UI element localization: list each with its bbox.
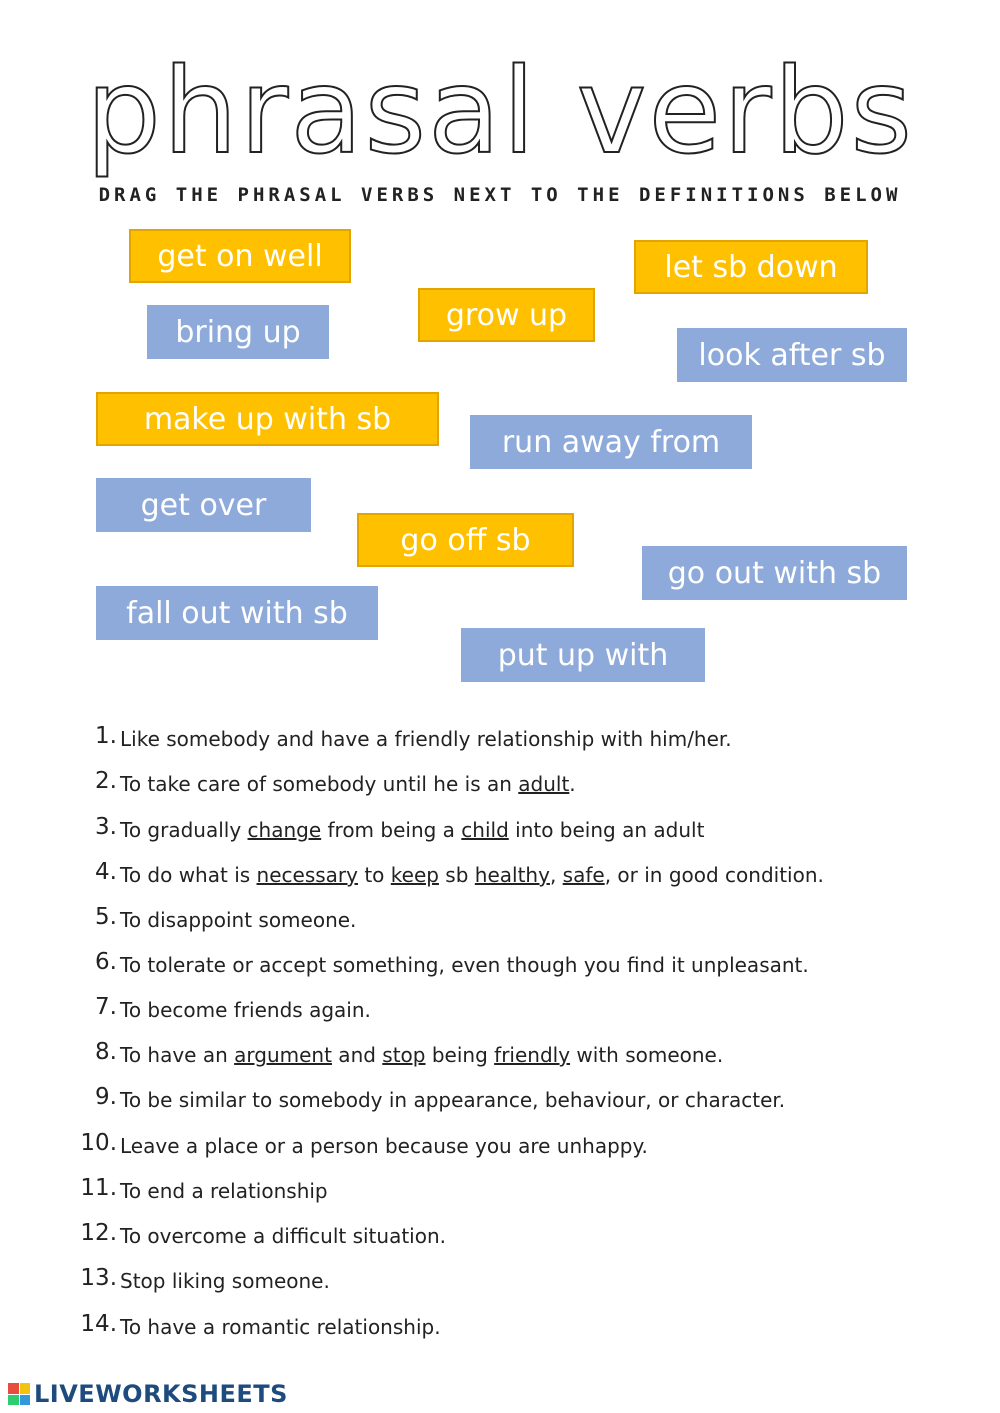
text-fragment: with someone. — [570, 1043, 724, 1067]
text-fragment: , — [549, 863, 563, 887]
definition-item — [0, 768, 1000, 812]
definition-item — [0, 1039, 1000, 1083]
text-fragment: sb — [438, 863, 475, 887]
definition-item — [0, 814, 1000, 858]
footer-brand — [8, 1380, 288, 1408]
chip-look-after-sb[interactable]: look after sb — [677, 328, 907, 382]
definition-item — [0, 904, 1000, 948]
definition-number: 8. — [95, 1039, 117, 1065]
chip-run-away-from[interactable]: run away from — [470, 415, 752, 469]
definition-number: 7. — [95, 994, 117, 1020]
definition-text: To become friends again. — [120, 998, 371, 1022]
definition-item — [0, 1175, 1000, 1219]
chip-let-sb-down[interactable]: let sb down — [634, 240, 868, 294]
definition-text: To overcome a difficult situation. — [120, 1224, 446, 1248]
text-fragment: . — [569, 772, 576, 796]
definition-number: 12. — [80, 1220, 117, 1246]
definition-number: 6. — [95, 949, 117, 975]
definition-item — [0, 1220, 1000, 1264]
liveworksheets-logo-icon — [8, 1383, 30, 1405]
definition-item — [0, 1130, 1000, 1174]
definition-text: To disappoint someone. — [120, 908, 357, 932]
definition-text: Leave a place or a person because you are unhappy. — [120, 1134, 648, 1158]
chip-grow-up[interactable]: grow up — [418, 288, 595, 342]
chip-go-out-with-sb[interactable]: go out with sb — [642, 546, 907, 600]
underlined-word: friendly — [494, 1043, 571, 1067]
text-fragment: to — [357, 863, 391, 887]
chip-get-on-well[interactable]: get on well — [129, 229, 351, 283]
definition-number: 14. — [80, 1311, 117, 1337]
text-fragment: into being an adult — [508, 818, 705, 842]
brand-name: LIVEWORKSHEETS — [34, 1380, 288, 1408]
definition-text — [120, 818, 704, 842]
text-fragment: To gradually — [120, 818, 248, 842]
definition-item — [0, 723, 1000, 767]
definition-item — [0, 994, 1000, 1038]
underlined-word: healthy — [474, 863, 550, 887]
definition-number: 13. — [80, 1265, 117, 1291]
definition-text — [120, 1043, 723, 1067]
definition-text: To end a relationship — [120, 1179, 328, 1203]
text-fragment: To have an — [120, 1043, 235, 1067]
underlined-word: stop — [382, 1043, 426, 1067]
definition-number: 2. — [95, 768, 117, 794]
chip-get-over[interactable]: get over — [96, 478, 311, 532]
text-fragment: and — [331, 1043, 383, 1067]
text-fragment: To do what is — [120, 863, 257, 887]
definition-item — [0, 1265, 1000, 1309]
definition-number: 1. — [95, 723, 117, 749]
text-fragment: , or in good condition. — [604, 863, 824, 887]
definition-item — [0, 859, 1000, 903]
definition-text: Stop liking someone. — [120, 1269, 330, 1293]
text-fragment: being — [425, 1043, 495, 1067]
definition-text: To tolerate or accept something, even though you find it unpleasant. — [120, 953, 809, 977]
underlined-word: argument — [234, 1043, 332, 1067]
page-title: phrasal verbs — [86, 42, 914, 180]
chip-fall-out-with-sb[interactable]: fall out with sb — [96, 586, 378, 640]
chip-put-up-with[interactable]: put up with — [461, 628, 705, 682]
underlined-word: safe — [562, 863, 605, 887]
definition-text: To be similar to somebody in appearance, behaviour, or character. — [120, 1088, 786, 1112]
definition-number: 4. — [95, 859, 117, 885]
definition-text — [120, 772, 576, 796]
definition-number: 5. — [95, 904, 117, 930]
chip-go-off-sb[interactable]: go off sb — [357, 513, 574, 567]
underlined-word: change — [247, 818, 322, 842]
underlined-word: child — [461, 818, 509, 842]
definition-number: 10. — [80, 1130, 117, 1156]
instruction-text: DRAG THE PHRASAL VERBS NEXT TO THE DEFINITIONS BELOW — [98, 184, 902, 206]
definition-item — [0, 949, 1000, 993]
chip-bring-up[interactable]: bring up — [147, 305, 329, 359]
definition-text — [120, 863, 824, 887]
text-fragment: To take care of somebody until he is an — [120, 772, 519, 796]
definition-text: To have a romantic relationship. — [120, 1315, 441, 1339]
definition-number: 9. — [95, 1084, 117, 1110]
definition-item — [0, 1311, 1000, 1355]
text-fragment: from being a — [321, 818, 462, 842]
definition-item — [0, 1084, 1000, 1128]
chip-make-up-with-sb[interactable]: make up with sb — [96, 392, 439, 446]
underlined-word: keep — [390, 863, 439, 887]
definition-number: 3. — [95, 814, 117, 840]
definition-number: 11. — [80, 1175, 117, 1201]
underlined-word: adult — [518, 772, 570, 796]
underlined-word: necessary — [256, 863, 358, 887]
definition-text: Like somebody and have a friendly relationship with him/her. — [120, 727, 732, 751]
